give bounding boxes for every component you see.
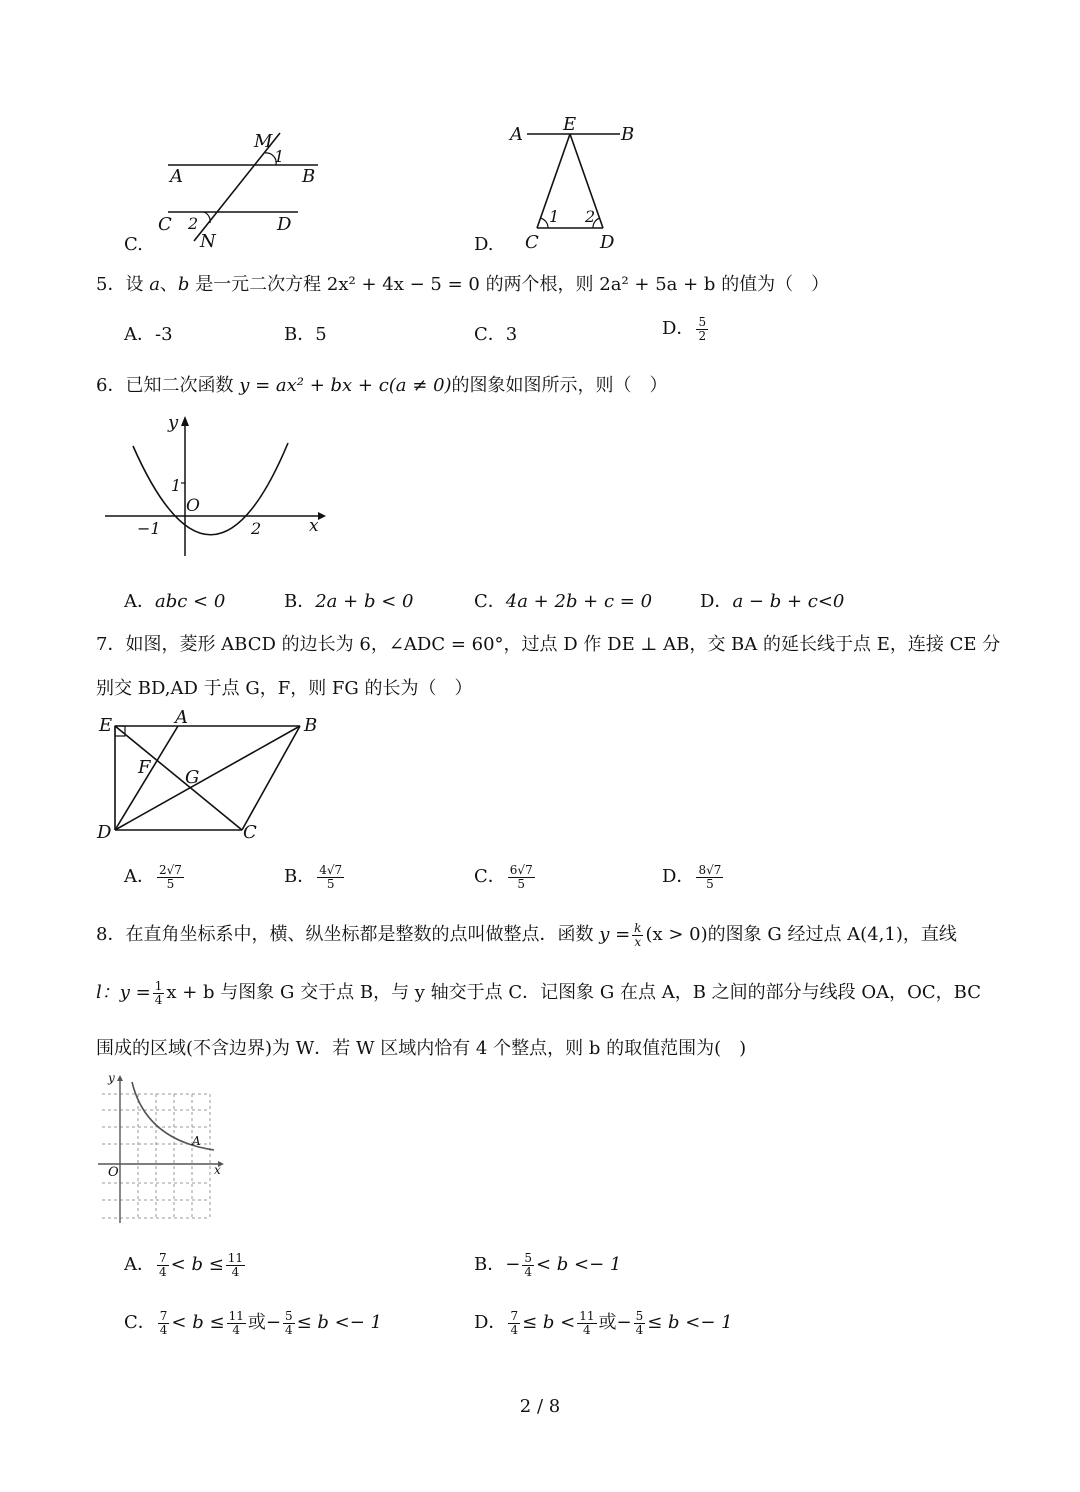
label-d: D	[600, 232, 615, 253]
numerator: 5	[698, 314, 707, 329]
label-b: B	[304, 715, 318, 736]
q7-option-b[interactable]	[284, 862, 346, 891]
q5-option-c[interactable]: C．3	[474, 324, 518, 345]
page-number: 2 / 8	[519, 1396, 561, 1417]
angle-2-label: 2	[585, 207, 596, 226]
option-label: C．	[474, 591, 506, 612]
numerator: 7	[510, 1308, 519, 1323]
numerator: 6√7	[509, 862, 533, 877]
option-c-label: C.	[124, 234, 143, 255]
q6-option-a[interactable]	[124, 587, 225, 613]
label-c: C	[525, 232, 539, 253]
origin-label: O	[108, 1165, 119, 1180]
x-axis-label: x	[214, 1163, 221, 1177]
numerator: 11	[579, 1308, 595, 1323]
label-f: F	[138, 757, 151, 778]
numerator: 11	[227, 1250, 244, 1265]
label-m: M	[254, 131, 273, 152]
q8-option-b[interactable]	[474, 1250, 621, 1279]
q5-text: 设	[125, 274, 144, 295]
figure-parallel-lines	[150, 125, 340, 255]
function: y = ax² + bx + c(a ≠ 0)	[239, 375, 452, 396]
q5-text: 的两个根，则	[485, 274, 594, 295]
q8-text: 8．在直角坐标系中，横、纵坐标都是整数的点叫做整点．函数	[96, 924, 594, 945]
parabola-graph	[100, 410, 330, 570]
point-a-label: A	[192, 1134, 201, 1148]
q8-option-c[interactable]	[124, 1308, 382, 1337]
tick-neg1: −1	[137, 519, 161, 538]
numerator: 4√7	[319, 862, 343, 877]
numerator: 5	[284, 1308, 293, 1323]
option-label: D．	[662, 318, 695, 339]
hyperbola-grid-graph	[90, 1068, 240, 1228]
label-a: A	[510, 124, 523, 145]
option-label: D．	[474, 1312, 507, 1333]
question-7-line-1: 7．如图，菱形 ABCD 的边长为 6，∠ADC = 60°，过点 D 作 DE ⊥ AB，交 BA 的延长线于点 E，连接 CE 分	[96, 634, 1001, 655]
var-a: a	[149, 274, 160, 295]
q7-option-c[interactable]	[474, 862, 537, 891]
inequality: < b ≤	[171, 1312, 225, 1333]
denominator: 5	[326, 876, 335, 891]
question-number: 5．	[96, 274, 126, 295]
option-label: D．	[662, 866, 695, 887]
denominator: 4	[159, 1264, 167, 1279]
x-axis-label: x	[309, 516, 319, 536]
angle-1-label: 1	[274, 147, 285, 166]
q8-text: (x > 0)的图象 G 经过点 A(4,1)，直线	[645, 924, 957, 945]
line-l: l：y =	[96, 982, 151, 1003]
q5-text: 是一元二次方程	[195, 274, 322, 295]
option-text: abc < 0	[155, 591, 226, 612]
rhombus-figure	[95, 705, 335, 845]
option-label: C．	[124, 1312, 156, 1333]
var-b: b	[177, 274, 190, 295]
q5-text: 的值为（ ）	[721, 274, 830, 295]
denominator: 4	[231, 1264, 240, 1279]
denominator: 4	[284, 1322, 293, 1337]
inequality: ≤ b <− 1	[647, 1312, 733, 1333]
label-e: E	[563, 114, 577, 135]
denominator: 4	[154, 992, 163, 1007]
denominator: 4	[524, 1264, 532, 1279]
option-text: a − b + c<0	[732, 591, 845, 612]
origin-label: O	[186, 496, 200, 516]
label-n: N	[200, 231, 216, 252]
label-a: A	[170, 166, 183, 187]
label-d: D	[97, 822, 112, 843]
denominator: 5	[517, 876, 526, 891]
q7-option-a[interactable]	[124, 862, 186, 891]
denominator: 4	[510, 1322, 519, 1337]
numerator: 5	[524, 1250, 532, 1265]
label-a: A	[175, 707, 188, 728]
tick-1: 1	[171, 476, 182, 495]
inequality: < b ≤	[170, 1254, 224, 1275]
option-text: 4a + 2b + c = 0	[505, 591, 653, 612]
inequality: ≤ b <	[522, 1312, 576, 1333]
label-c: C	[243, 822, 257, 843]
option-label: B．	[284, 866, 316, 887]
option-d-label: D.	[474, 234, 494, 255]
q6-option-c[interactable]	[474, 587, 652, 613]
option-label: A．	[124, 591, 155, 612]
function-y: y =	[599, 924, 631, 945]
numerator: 1	[154, 978, 163, 993]
angle-2-label: 2	[188, 214, 199, 233]
question-6	[96, 371, 668, 397]
figure-triangle	[505, 112, 655, 252]
denominator: 5	[166, 876, 175, 891]
option-label: D．	[700, 591, 733, 612]
label-d: D	[277, 214, 292, 235]
numerator: 2√7	[159, 862, 182, 877]
denominator: 4	[635, 1322, 644, 1337]
y-axis-label: y	[168, 412, 179, 433]
q6-option-b[interactable]	[284, 587, 413, 613]
q8-option-d[interactable]	[474, 1308, 733, 1337]
option-label: B．	[474, 1254, 506, 1275]
q8-option-a[interactable]	[124, 1250, 247, 1279]
question-number: 6．	[96, 375, 126, 396]
q6-text: 的图象如图所示，则（ ）	[451, 375, 668, 396]
denominator: 4	[232, 1322, 241, 1337]
denominator: x	[634, 934, 642, 949]
question-7-line-2: 别交 BD,AD 于点 G，F，则 FG 的长为（ ）	[96, 678, 473, 699]
minus-sign: −	[505, 1254, 521, 1275]
or-text: 或−	[598, 1312, 632, 1333]
q6-text: 已知二次函数	[125, 375, 234, 396]
q8-text: x + b 与图象 G 交于点 B，与 y 轴交于点 C．记图象 G 在点 A，B 之间的部分与线段 OA，OC，BC	[166, 982, 982, 1003]
label-e: E	[99, 715, 113, 736]
inequality: ≤ b <− 1	[296, 1312, 382, 1333]
option-label: A．	[124, 866, 155, 887]
question-8-line-3: 围成的区域(不含边界)为 W．若 W 区域内恰有 4 个整点，则 b 的取值范围为( )	[96, 1038, 747, 1059]
equation: 2x² + 4x − 5 = 0	[326, 274, 480, 295]
separator: 、	[159, 274, 178, 295]
numerator: k	[634, 920, 642, 935]
option-label: B．	[284, 591, 316, 612]
question-8-line-1	[96, 920, 957, 949]
label-g: G	[185, 767, 200, 788]
numerator: 5	[635, 1308, 644, 1323]
numerator: 8√7	[698, 862, 722, 877]
question-5	[96, 270, 829, 296]
option-label: C．	[474, 866, 506, 887]
label-b: B	[621, 124, 635, 145]
option-label: A．	[124, 1254, 155, 1275]
denominator: 5	[706, 876, 714, 891]
y-axis-label: y	[108, 1071, 115, 1085]
q5-option-a[interactable]: A．-3	[124, 324, 173, 345]
expression: 2a² + 5a + b	[599, 274, 716, 295]
numerator: 11	[228, 1308, 244, 1323]
denominator: 4	[159, 1322, 168, 1337]
numerator: 7	[159, 1308, 168, 1323]
denominator: 4	[583, 1322, 591, 1337]
q6-option-d[interactable]	[700, 587, 844, 613]
q5-option-b[interactable]: B．5	[284, 324, 327, 345]
option-text: 2a + b < 0	[315, 591, 414, 612]
or-text: 或−	[247, 1312, 281, 1333]
tick-2: 2	[251, 519, 262, 538]
label-c: C	[158, 214, 172, 235]
numerator: 7	[159, 1250, 167, 1265]
denominator: 2	[698, 328, 707, 343]
angle-1-label: 1	[549, 207, 560, 226]
question-8-line-2	[96, 978, 981, 1007]
label-b: B	[302, 166, 316, 187]
q7-option-d[interactable]	[662, 862, 725, 891]
q5-option-d[interactable]	[662, 314, 710, 343]
inequality: < b <− 1	[535, 1254, 622, 1275]
